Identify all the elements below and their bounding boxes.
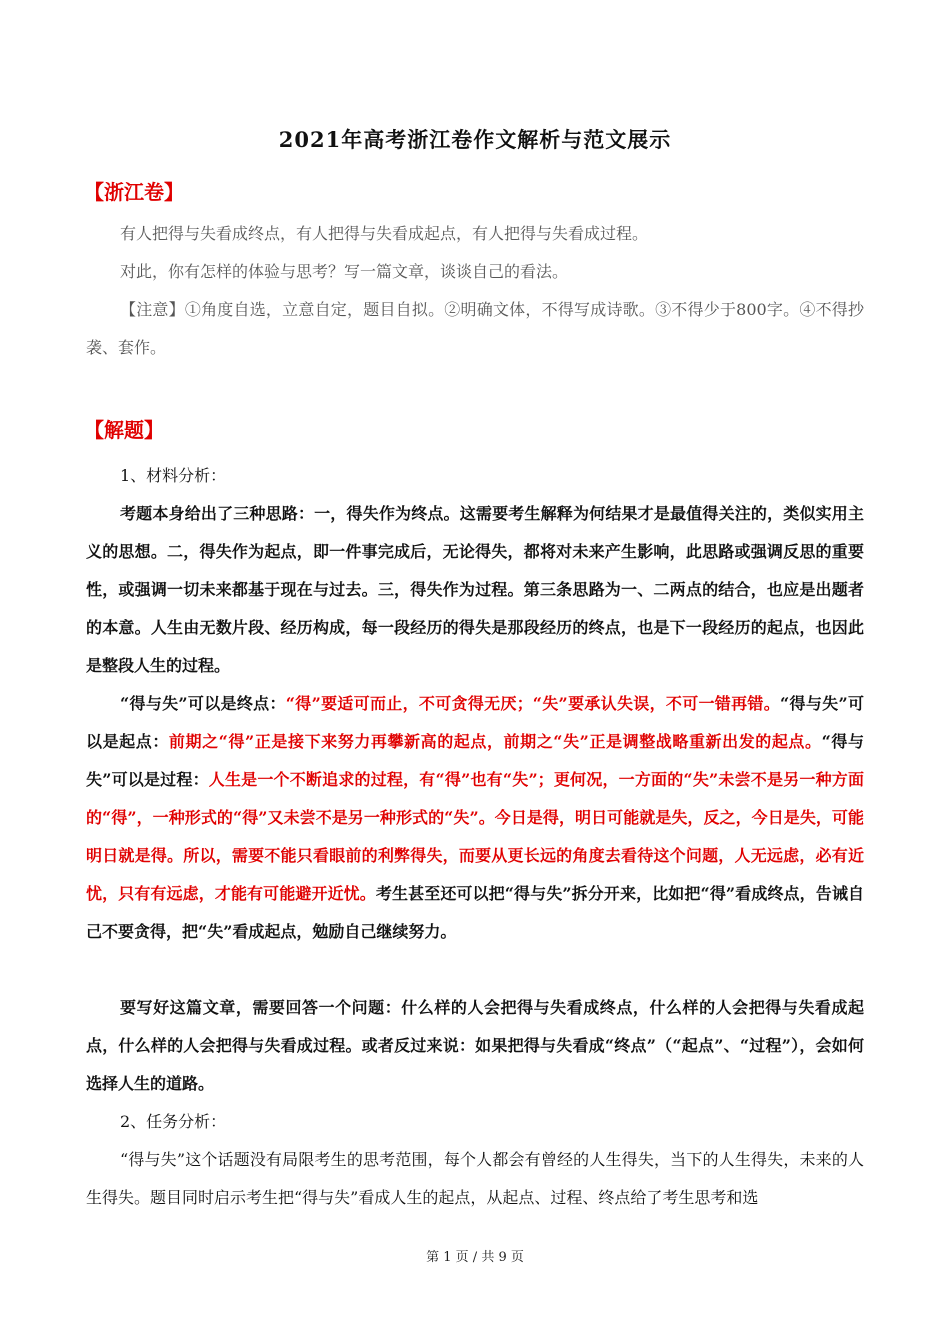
subheading-material-analysis: 1、材料分析： — [120, 466, 227, 485]
analysis-question: 要写好这篇文章，需要回答一个问题：什么样的人会把得与失看成终点，什么样的人会把得与失看成起点，什么样的人会把得与失看成过程。或者反过来说：如果把得与失看成“终点”（“起点”、“过程”），会如何选择人生的道路。 — [86, 998, 864, 1093]
prompt-notes: 【注意】①角度自选，立意自定，题目自拟。②明确文体，不得写成诗歌。③不得少于800字。④不得抄袭、套作。 — [86, 300, 864, 357]
endpoint-label: “得与失”可以是终点： — [120, 694, 286, 713]
split-suggestion: 考生甚至还可以把“得与失”拆分开来，比如把“得”看成终点，告诫自己不要贪得，把“失”看成起点，勉励自己继续努力。 — [86, 884, 864, 941]
process-label: “得与失”可以是过程： — [86, 732, 864, 789]
endpoint-explanation: “得”要适可而止，不可贪得无厌；“失”要承认失误，不可一错再错。 — [285, 694, 781, 713]
process-explanation: 人生是一个不断追求的过程，有“得”也有“失”；更何况，一方面的“失”未尝不是另一种方面的“得”，一种形式的“得”又未尝不是另一种形式的“失”。今日是得，明日可能就是失，反之，今日是失，可能明日就是得。所以，需要不能只看眼前的利弊得失，而要从更长远的角度去看待这个问题，人无远虑，必有近忧，只有有远虑，才能有可能避开近忧。 — [86, 770, 864, 903]
startpoint-label: “得与失”可以是起点： — [86, 694, 864, 751]
page-footer: 第 1 页 / 共 9 页 — [426, 1250, 524, 1265]
analysis-paragraph-3 — [86, 989, 864, 1103]
analysis-text: 考题本身给出了三种思路：一，得失作为终点。这需要考生解释为何结果才是最值得关注的，类似实用主义的思想。二，得失作为起点，即一件事完成后，无论得失，都将对未来产生影响，此思路或强调反思的重要性，或强调一切未来都基于现在与过去。三，得失作为过程。第三条思路为一、二两点的结合，也应是出题者的本意。人生由无数片段、经历构成，每一段经历的得失是那段经历的终点，也是下一段经历的起点，也因此是整段人生的过程。 — [86, 504, 864, 675]
section-heading-zhejiang: 【浙江卷】 — [84, 180, 184, 204]
section-heading-analysis: 【解题】 — [84, 418, 164, 442]
prompt-paragraph-2: 对此，你有怎样的体验与思考？写一篇文章，谈谈自己的看法。 — [120, 262, 569, 281]
prompt-paragraph-1: 有人把得与失看成终点，有人把得与失看成起点，有人把得与失看成过程。 — [120, 224, 649, 243]
task-paragraph-1: “得与失”这个话题没有局限考生的思考范围，每个人都会有曾经的人生得失，当下的人生得失，未来的人生得失。题目同时启示考生把“得与失”看成人生的起点，从起点、过程、终点给了考生思考和选 — [86, 1150, 864, 1207]
startpoint-explanation: 前期之“得”正是接下来努力再攀新高的起点，前期之“失”正是调整战略重新出发的起点。 — [168, 732, 822, 751]
subheading-task-analysis: 2、任务分析： — [120, 1112, 227, 1131]
document-title: 2021年高考浙江卷作文解析与范文展示 — [278, 127, 672, 152]
analysis-paragraph-2 — [86, 685, 864, 951]
analysis-paragraph-1 — [86, 495, 864, 685]
